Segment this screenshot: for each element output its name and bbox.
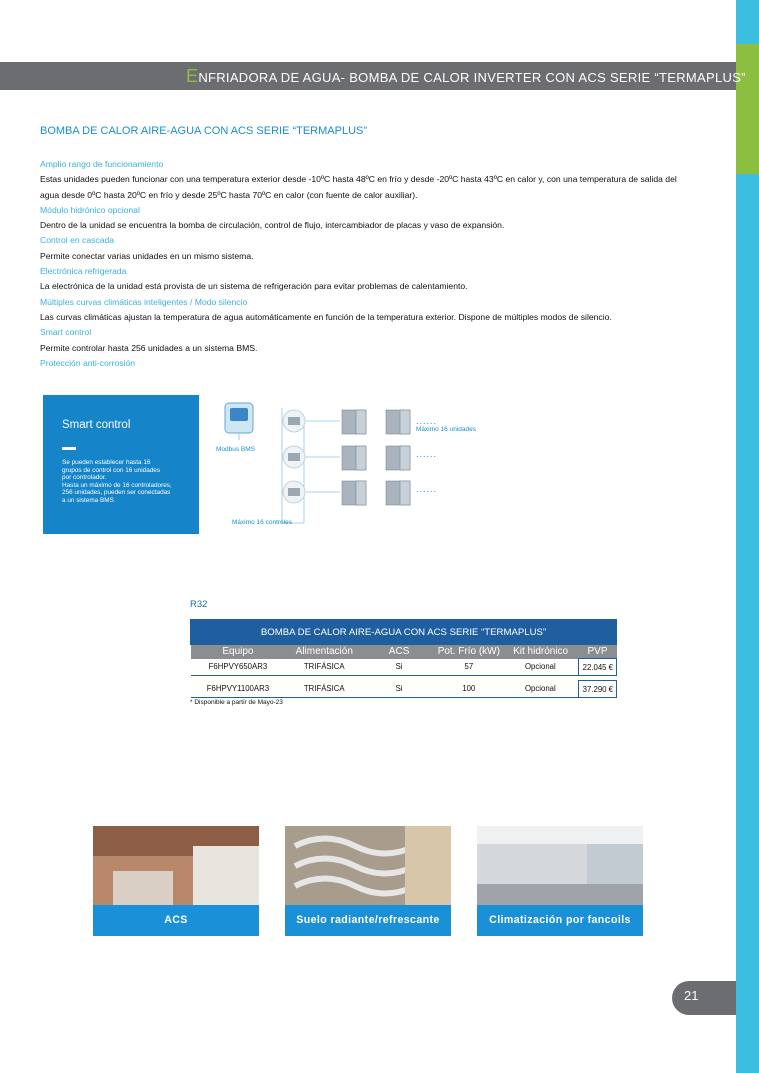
feature-title: Módulo hidrónico opcional	[40, 204, 140, 215]
title-initial: E	[186, 66, 199, 86]
card-suelo-radiante	[285, 826, 451, 936]
feature-title: Múltiples curvas climáticas inteligentes / Modo silencio	[40, 296, 248, 307]
table-cell: 57	[435, 659, 503, 676]
column-header: Equipo	[191, 645, 286, 659]
availability-note: * Disponible a partir de Mayo-23	[190, 699, 283, 706]
table-cell: Si	[363, 681, 435, 698]
table-title: BOMBA DE CALOR AIRE-AGUA CON ACS SERIE “TERMAPLUS”	[191, 620, 617, 645]
smart-control-text: Se pueden establecer hasta 16 grupos de control con 16 unidades por controlador. Hasta un máximo de 16 controladores, 256 unidades, pueden ser conectadas a un sistema BMS	[62, 459, 172, 504]
title-underline	[62, 447, 76, 450]
feature-text: Permite controlar hasta 256 unidades a un sistema BMS.	[40, 342, 258, 353]
max-controls-label: Máximo 16 controles	[232, 519, 292, 526]
price-table	[190, 619, 617, 698]
table-cell: TRIFÁSICA	[285, 681, 363, 698]
card-acs	[93, 826, 259, 936]
max-units-label: Máximo 16 unidades	[416, 426, 476, 433]
column-header: Kit hidrónico	[503, 645, 579, 659]
table-cell: TRIFÁSICA	[285, 659, 363, 676]
page-number-tab	[672, 981, 736, 1015]
section-title: BOMBA DE CALOR AIRE-AGUA CON ACS SERIE “TERMAPLUS”	[40, 125, 368, 137]
bms-diagram	[210, 398, 480, 533]
card-label: Climatización por fancoils	[489, 914, 631, 926]
feature-title: Control en cascada	[40, 235, 115, 246]
page-number: 21	[684, 988, 699, 1003]
feature-text: Estas unidades pueden funcionar con una temperatura exterior desde -10ºC hasta 48ºC en frío y desde -20ºC hasta 43ºC en calor y, con una temperatura de salida del agua desde 0ºC hasta 20ºC en frío y desde 25ºC hasta 70ºC en calor (con fuente de calor auxiliar).	[40, 174, 677, 200]
dots-row-3: ......	[416, 484, 438, 494]
column-header: PVP	[579, 645, 617, 659]
feature-text: Permite conectar varias unidades en un mismo sistema.	[40, 250, 254, 261]
table-row	[191, 659, 617, 676]
feature-title: Amplio rango de funcionamiento	[40, 159, 164, 169]
table-cell: Opcional	[503, 659, 579, 676]
feature-block	[40, 157, 690, 371]
table-cell: F6HPVY1100AR3	[191, 681, 286, 698]
table-cell: Opcional	[503, 681, 579, 698]
outdoor-unit-icons	[342, 410, 410, 505]
card-label: ACS	[164, 914, 188, 926]
bms-gateway-icon	[225, 403, 253, 433]
feature-text: Las curvas climáticas ajustan la temperatura de agua automáticamente en función de la temperatura exterior. Dispone de múltiples modos de silencio.	[40, 311, 612, 322]
card-fancoils	[477, 826, 643, 936]
table-row	[191, 681, 617, 698]
feature-text: La electrónica de la unidad está provista de un sistema de refrigeración para evitar problemas de calentamiento.	[40, 281, 468, 292]
price-cell: 37.290 €	[579, 681, 617, 698]
table-cell: Si	[363, 659, 435, 676]
feature-text: Dentro de la unidad se encuentra la bomba de circulación, control de flujo, intercambiador de placas y vaso de expansión.	[40, 220, 505, 231]
refrigerant-label: R32	[190, 599, 208, 610]
modbus-label: Modbus BMS	[216, 446, 256, 453]
column-header: ACS	[363, 645, 435, 659]
column-header: Alimentación	[285, 645, 363, 659]
table-header	[191, 645, 617, 659]
table-cell: 100	[435, 681, 503, 698]
card-label: Suelo radiante/refrescante	[296, 914, 440, 926]
feature-title: Smart control	[40, 327, 92, 338]
smart-control-title: Smart control	[62, 419, 131, 431]
column-header: Pot. Frío (kW)	[435, 645, 503, 659]
dots-row-1: ......	[416, 416, 438, 426]
feature-title: Electrónica refrigerada	[40, 266, 127, 277]
price-cell: 22.045 €	[579, 659, 617, 676]
dots-row-2: ......	[416, 449, 438, 459]
page-title	[186, 64, 746, 90]
controller-icons	[283, 410, 305, 503]
table-cell: F6HPVY650AR3	[191, 659, 286, 676]
title-text: NFRIADORA DE AGUA- BOMBA DE CALOR INVERTER CON ACS SERIE “TERMAPLUS”	[198, 70, 746, 85]
feature-title: Protección anti-corrosión	[40, 357, 136, 368]
